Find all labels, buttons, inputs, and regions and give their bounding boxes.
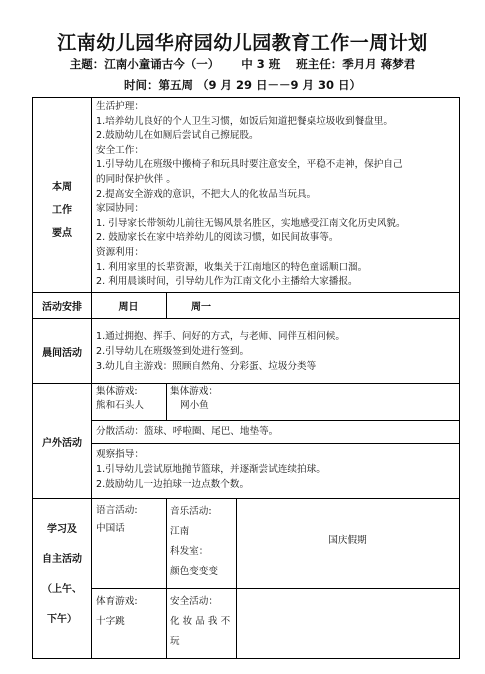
label-column-divider — [91, 98, 92, 658]
text-line: 家园协同： — [96, 203, 144, 215]
class-name: 中 3 班 — [241, 57, 281, 71]
text-line: 1.引导幼儿尝试原地抛节篮球，并逐渐尝试连续拍球。 — [96, 464, 326, 475]
text-line: 3.幼儿自主游戏：照顾自然角、分彩蛋、垃圾分类等 — [96, 361, 317, 372]
text-line: 生活护理： — [96, 101, 144, 112]
holiday-note: 国庆假期 — [328, 535, 367, 546]
music-activity: 音乐活动: 江南 科发室： 颜色变变变 — [170, 506, 218, 577]
outdoor-label: 户外活动 — [42, 438, 82, 449]
group-game-1: 集体游戏: 熊和石头人 — [96, 386, 144, 411]
text-line: 2. 利用晨谈时间，引导幼儿作为江南文化小主播给大家播报。 — [96, 276, 358, 288]
free-play: 分散活动：篮球、呼啦圈、尾巴、地垫等。 — [96, 426, 279, 437]
text-line: 2.提高安全游戏的意识，不把大人的化妆品当玩具。 — [96, 188, 317, 200]
teacher-label: 班主任： — [296, 57, 343, 71]
week-focus-label: 本周 工作 要点 — [52, 182, 72, 239]
text-line: 2. 鼓励家长在家中培养幼儿的阅读习惯，如民间故事等。 — [96, 232, 339, 244]
schedule-label: 活动安排 — [42, 302, 82, 313]
page-title: 江南幼儿园华府园幼儿园教育工作一周计划 — [57, 32, 428, 54]
text-line: 2.鼓励幼儿在如厕后尝试自己擦屁股。 — [96, 130, 259, 142]
text-line: 资源利用： — [96, 246, 144, 258]
learning-label: 学习及 自主活动 （上午、 下午） — [42, 524, 82, 625]
row-divider — [33, 498, 459, 499]
column-divider — [166, 498, 167, 658]
theme-label: 主题： — [69, 57, 105, 71]
theme-value: 江南小童诵古今（一） — [104, 57, 220, 71]
pe-game: 体育游戏: 十字跳 — [96, 596, 138, 627]
time-line — [0, 77, 485, 93]
time-label: 时间： — [123, 78, 159, 92]
language-activity: 语言活动: 中国话 — [96, 505, 138, 534]
row-divider — [91, 443, 459, 444]
time-value: 第五周 （9 月 29 日－－9 月 30 日） — [158, 78, 362, 92]
row-divider — [91, 420, 459, 421]
text-line: 1.培养幼儿良好的个人卫生习惯，如饭后知道把餐桌垃圾收到餐盘里。 — [96, 115, 393, 127]
text-line: 的同时保护伙伴 。 — [96, 173, 176, 185]
row-divider — [33, 292, 459, 293]
text-line: 1.引导幼儿在班级中搬椅子和玩具时要注意安全，平稳不走神，保护自己 — [96, 159, 403, 171]
text-line: 1.通过拥抱、挥手、问好的方式，与老师、同伴互相问候。 — [96, 331, 345, 342]
text-line: 观察指导： — [96, 449, 144, 460]
teacher-names: 季月月 蒋梦君 — [342, 57, 416, 71]
week-focus-content — [96, 100, 458, 290]
row-divider — [33, 318, 459, 319]
column-divider — [236, 498, 237, 658]
text-line: 1. 利用家里的长辈资源，收集关于江南地区的特色童谣顺口溜。 — [96, 261, 368, 273]
group-game-2: 集体游戏： 网小鱼 — [170, 386, 218, 411]
morning-content — [96, 329, 458, 374]
column-divider — [166, 383, 167, 420]
text-line: 2.鼓励幼儿一边拍球一边点数个数。 — [96, 479, 250, 490]
theme-line — [0, 56, 485, 72]
safety-activity: 安全活动： 化 妆 品 我 不 玩 — [170, 596, 231, 647]
row-divider — [33, 383, 459, 384]
column-header-day1: 周日 — [118, 302, 139, 313]
column-header-day2: 周一 — [191, 302, 211, 313]
text-line: 2.引导幼儿在班级签到处进行签到。 — [96, 346, 250, 357]
observe-guidance — [96, 447, 458, 492]
morning-label: 晨间活动 — [42, 348, 82, 359]
text-line: 安全工作： — [96, 144, 144, 156]
text-line: 1. 引导家长带领幼儿前往无锡风景名胜区，实地感受江南文化历史风貌。 — [96, 217, 406, 229]
row-divider — [91, 588, 459, 589]
plan-table — [32, 97, 460, 659]
